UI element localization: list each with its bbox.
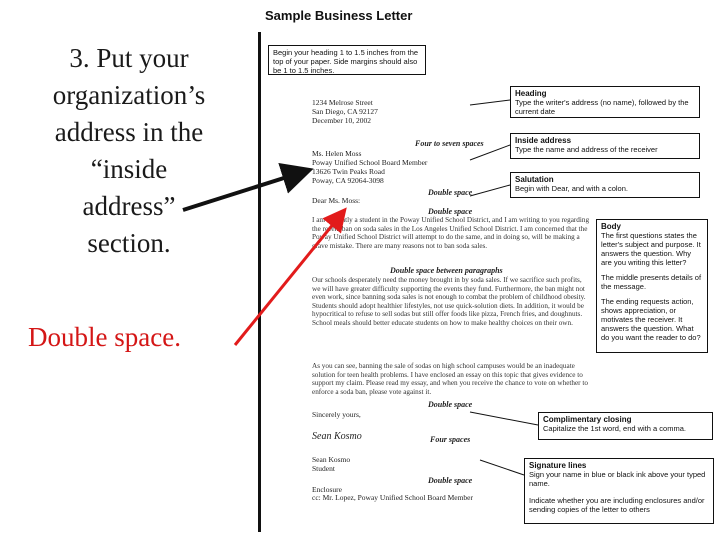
callout-text: Capitalize the 1st word, end with a comma. <box>543 424 686 433</box>
callout-text: The ending requests action, shows appreciation, or motivates the receiver. It answers the question. What do you want the reader to do? <box>601 297 701 342</box>
instruction-line: 3. Put your <box>69 43 189 73</box>
address-line: Ms. Helen Moss <box>312 149 362 158</box>
role-line: Student <box>312 464 335 473</box>
spacing-note: Double space <box>428 476 473 485</box>
callout-text: The first questions states the letter's subject and purpose. It answers the question. Why are you writing this letter? <box>601 231 701 267</box>
address-line: San Diego, CA 92127 <box>312 107 378 116</box>
heading-note-text: Begin your heading 1 to 1.5 inches from the top of your paper. Side margins should also be 1 to 1.5 inches. <box>273 48 419 75</box>
date-line: December 10, 2002 <box>312 116 371 125</box>
signature: Sean Kosmo <box>312 431 362 442</box>
body-paragraph: As you can see, banning the sale of sodas on high school campuses would be an inadequate solution for teen health problems. I have enclosed an essay on this topic that gives evidence to support my claim. Please read my essay, and when you receive the chance to vote on whether to enforce a soda ban, please vote against it. <box>312 362 588 396</box>
address-line: Poway, CA 92064-3098 <box>312 176 384 185</box>
salutation-pointer <box>470 185 510 196</box>
instruction-line: address” <box>82 191 176 221</box>
cc-line: cc: Mr. Lopez, Poway Unified School Board Member <box>312 493 474 502</box>
callout-title: Body <box>601 222 621 231</box>
inside-address-arrow <box>183 171 306 210</box>
instruction-line: address in the <box>54 117 204 147</box>
double-space-note: Double space. <box>28 322 181 352</box>
document-title: Sample Business Letter <box>265 8 413 23</box>
callout-text: Type the writer's address (no name), followed by the current date <box>515 98 689 116</box>
callout-title: Salutation <box>515 175 554 184</box>
typed-name-line: Sean Kosmo <box>312 455 351 464</box>
inside-pointer <box>470 145 510 160</box>
double-space-arrow <box>235 212 343 345</box>
callout-text: The middle presents details of the message. <box>601 273 702 291</box>
salutation: Dear Ms. Moss: <box>312 196 361 205</box>
spacing-note: Four to seven spaces <box>415 139 484 148</box>
spacing-note: Double space between paragraphs <box>390 266 503 275</box>
closing: Sincerely yours, <box>312 410 361 419</box>
body-paragraph: I am currently a student in the Poway Unified School District, and I am writing to you regarding the recent ban on soda sales in the Los Angeles Unified School District. I am concerned that the Poway Unified School District will attempt to do the same, and in doing so, will be making a grave mistake. There are many reasons not to ban soda sales. <box>312 216 590 250</box>
signature-pointer <box>480 460 524 475</box>
body-paragraph: Our schools desperately need the money brought in by soda sales. If we sacrifice such profits, we will have greater difficulty supporting the events they fund. Furthermore, the ban might not even work, since banning soda sales is not enough to combat the problem of childhood obesity. Students should adopt healthier lifestyles, not use quick-solution diets. In addition, it would be hypocritical to refuse to sell sodas but still offer foods like pizza, French fries, and doughnuts. School meals should better educate students on how to make healthy choices on their own. <box>312 276 586 327</box>
callout-title: Inside address <box>515 136 572 145</box>
instruction-line: section. <box>87 228 171 258</box>
callout-text: Type the name and address of the receiver <box>515 145 658 154</box>
enclosure-line: Enclosure <box>312 485 342 494</box>
callout-text: Sign your name in blue or black ink above your typed name. <box>529 470 706 488</box>
callout-title: Heading <box>515 89 547 98</box>
instruction-line: organization’s <box>52 80 206 110</box>
heading-pointer <box>470 100 510 105</box>
address-line: 1234 Melrose Street <box>312 98 373 107</box>
callout-text: Indicate whether you are including enclosures and/or sending copies of the letter to others <box>529 496 705 514</box>
callout-title: Complimentary closing <box>543 415 632 424</box>
callout-text: Begin with Dear, and with a colon. <box>515 184 628 193</box>
address-line: Poway Unified School Board Member <box>312 158 428 167</box>
spacing-note: Double space <box>428 207 473 216</box>
spacing-note: Double space <box>428 400 473 409</box>
instruction-line: “inside <box>90 154 168 184</box>
callout-title: Signature lines <box>529 461 587 470</box>
spacing-note: Four spaces <box>430 435 471 444</box>
closing-pointer <box>470 412 538 425</box>
address-line: 13626 Twin Peaks Road <box>312 167 385 176</box>
spacing-note: Double space <box>428 188 473 197</box>
